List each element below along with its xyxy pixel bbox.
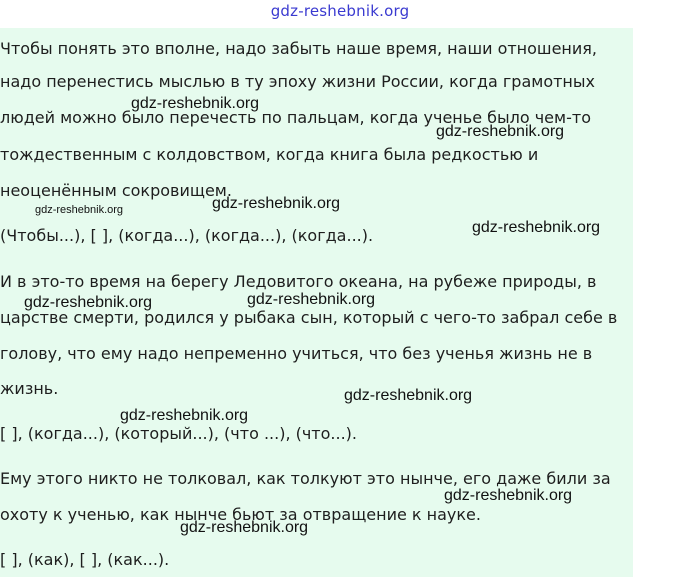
text-line: Чтобы понять это вполне, надо забыть наше время, наши отношения, <box>0 39 597 58</box>
text-line: жизнь. <box>0 379 59 398</box>
watermark: gdz-reshebnik.org <box>444 487 573 504</box>
watermark: gdz-reshebnik.org <box>35 204 124 216</box>
watermark: gdz-reshebnik.org <box>247 291 376 308</box>
text-line: голову, что ему надо непременно учиться, что без ученья жизнь не в <box>0 344 593 363</box>
watermark: gdz-reshebnik.org <box>180 519 309 536</box>
site-watermark-header: gdz-reshebnik.org <box>270 2 410 20</box>
text-line: неоценённым сокровищем. <box>0 181 232 200</box>
text-line: охоту к ученью, как нынче бьют за отвращение к науке. <box>0 505 481 524</box>
watermark: gdz-reshebnik.org <box>120 407 249 424</box>
watermark: gdz-reshebnik.org <box>436 123 565 140</box>
watermark: gdz-reshebnik.org <box>212 195 341 212</box>
answer-panel <box>0 28 633 577</box>
text-line: И в это-то время на берегу Ледовитого океана, на рубеже природы, в <box>0 272 597 291</box>
watermark: gdz-reshebnik.org <box>472 219 601 236</box>
text-line: людей можно было перечесть по пальцам, когда ученье было чем-то <box>0 108 591 127</box>
watermark: gdz-reshebnik.org <box>131 95 260 112</box>
watermark: gdz-reshebnik.org <box>344 387 473 404</box>
sentence-scheme: (Чтобы...), [ ], (когда...), (когда...), (когда...). <box>0 226 374 245</box>
text-line: тождественным с колдовством, когда книга была редкостью и <box>0 145 539 164</box>
text-line: надо перенестись мыслью в ту эпоху жизни России, когда грамотных <box>0 72 595 91</box>
text-line: Ему этого никто не толковал, как толкуют это нынче, его даже били за <box>0 469 611 488</box>
text-line: царстве смерти, родился у рыбака сын, который с чего-то забрал себе в <box>0 308 618 327</box>
sentence-scheme: [ ], (как), [ ], (как...). <box>0 550 170 569</box>
watermark: gdz-reshebnik.org <box>24 294 153 311</box>
sentence-scheme: [ ], (когда...), (который...), (что ...), (что...). <box>0 424 357 443</box>
